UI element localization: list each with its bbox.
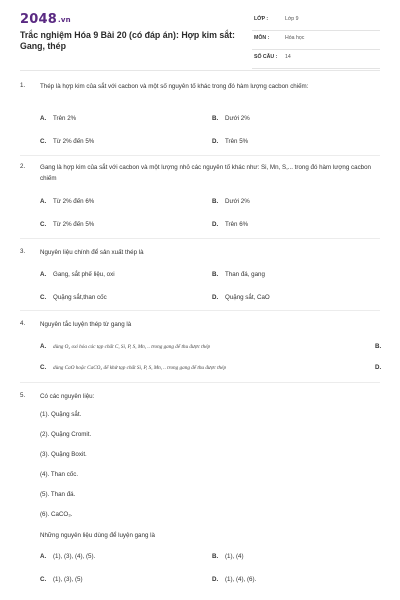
option-letter: C. bbox=[40, 294, 47, 301]
option-letter: B. bbox=[212, 271, 219, 278]
option-text: (1), (3), (5) bbox=[53, 576, 83, 583]
question-number: 4. bbox=[20, 320, 26, 327]
header-divider bbox=[20, 70, 380, 71]
option-d[interactable] bbox=[212, 294, 270, 301]
option-text: Gang, sắt phế liệu, oxi bbox=[53, 271, 115, 278]
option-text: (1), (4), (6). bbox=[225, 576, 257, 583]
option-a[interactable] bbox=[40, 553, 95, 560]
option-a[interactable] bbox=[40, 271, 115, 278]
option-b[interactable] bbox=[212, 198, 250, 205]
question-number: 1. bbox=[20, 82, 26, 89]
option-b[interactable] bbox=[212, 271, 265, 278]
question-divider bbox=[20, 310, 380, 311]
option-text: Trên 6% bbox=[225, 221, 249, 228]
option-text: dùng O₂ oxi hóa các tạp chất C, Si, P, S, Mn, .. trong gang để thu được thép bbox=[53, 344, 211, 350]
list-item: (6). CaCO₃. bbox=[40, 511, 73, 518]
option-letter: D. bbox=[212, 138, 219, 145]
question-text: Gang là hợp kim của sắt với cacbon và một lượng nhỏ các nguyên tố khác như: Si, Mn, S,... trong đó hàm lượng cacbon chiếm bbox=[40, 164, 371, 182]
page-header bbox=[0, 0, 400, 72]
option-text: Dưới 2% bbox=[225, 198, 250, 205]
list-item: (4). Than cốc. bbox=[40, 471, 79, 478]
question-divider bbox=[20, 238, 380, 239]
meta-key: SỐ CÂU : bbox=[254, 54, 278, 60]
option-c[interactable] bbox=[40, 364, 226, 371]
option-a[interactable] bbox=[40, 115, 76, 122]
option-text: Quặng sắt,than cốc bbox=[53, 294, 107, 301]
option-c[interactable] bbox=[40, 294, 107, 301]
question-number: 5. bbox=[20, 392, 26, 399]
option-b[interactable] bbox=[212, 115, 250, 122]
meta-row-subject bbox=[252, 31, 380, 50]
meta-value: Lớp 9 bbox=[285, 16, 299, 22]
option-letter: A. bbox=[40, 198, 47, 205]
option-letter: D. bbox=[212, 221, 219, 228]
option-letter: C. bbox=[40, 576, 47, 583]
question-number: 3. bbox=[20, 248, 26, 255]
meta-key: MÔN : bbox=[254, 35, 270, 41]
list-item: (1). Quặng sắt. bbox=[40, 411, 82, 418]
option-text: Trên 2% bbox=[53, 115, 77, 122]
option-b-label[interactable]: B. bbox=[375, 343, 382, 350]
option-c[interactable] bbox=[40, 221, 94, 228]
option-letter: B. bbox=[212, 115, 219, 122]
question-text: Có các nguyên liệu: bbox=[40, 393, 95, 400]
question-divider bbox=[20, 155, 380, 156]
option-c[interactable] bbox=[40, 138, 94, 145]
question-number: 2. bbox=[20, 163, 26, 170]
site-logo[interactable] bbox=[20, 12, 71, 27]
option-d[interactable] bbox=[212, 221, 248, 228]
list-item: (3). Quặng Boxit. bbox=[40, 451, 87, 458]
meta-table bbox=[252, 12, 380, 69]
option-text: Từ 2% đến 5% bbox=[53, 138, 95, 145]
meta-value: Hóa học bbox=[285, 35, 305, 41]
page-title: Trắc nghiệm Hóa 9 Bài 20 (có đáp án): Hợp kim sắt: Gang, thép bbox=[20, 30, 235, 51]
option-d-label[interactable]: D. bbox=[375, 364, 382, 371]
question-text: Nguyên liệu chính để sản xuất thép là bbox=[40, 249, 144, 256]
option-letter: C. bbox=[40, 364, 47, 371]
option-text: Dưới 2% bbox=[225, 115, 250, 122]
option-letter: C. bbox=[40, 221, 47, 228]
option-letter: A. bbox=[40, 271, 47, 278]
option-letter: B. bbox=[212, 198, 219, 205]
question-divider bbox=[20, 382, 380, 383]
option-letter: B. bbox=[212, 553, 219, 560]
option-letter: D. bbox=[212, 294, 219, 301]
meta-key: LỚP : bbox=[254, 16, 269, 22]
option-a[interactable] bbox=[40, 198, 94, 205]
option-letter: C. bbox=[40, 138, 47, 145]
question-prompt: Những nguyên liệu dùng để luyện gang là bbox=[40, 532, 155, 539]
list-item: (5). Than đá. bbox=[40, 491, 76, 498]
option-letter: A. bbox=[40, 343, 47, 350]
question-text: Thép là hợp kim của sắt với cacbon và một số nguyên tố khác trong đó hàm lượng cacbon chiếm: bbox=[40, 83, 309, 90]
option-d[interactable] bbox=[212, 576, 256, 583]
option-text: Trên 5% bbox=[225, 138, 249, 145]
logo-domain: .vn bbox=[57, 15, 71, 24]
option-text: (1), (4) bbox=[225, 553, 244, 560]
option-text: Quặng sắt, CaO bbox=[225, 294, 270, 301]
option-text: Từ 2% đến 6% bbox=[53, 198, 95, 205]
question-text: Nguyên tắc luyện thép từ gang là bbox=[40, 321, 132, 328]
meta-row-question-count bbox=[252, 50, 380, 69]
option-text: (1), (3), (4), (5). bbox=[53, 553, 96, 560]
option-letter: A. bbox=[40, 553, 47, 560]
option-text: dùng CaO hoặc CaCO₃ để khử tạp chất Si, P, S, Mn, .. trong gang để thu được thép bbox=[53, 365, 227, 371]
option-text: Từ 2% đến 5% bbox=[53, 221, 95, 228]
option-text: Than đá, gang bbox=[225, 271, 265, 278]
option-c[interactable] bbox=[40, 576, 83, 583]
option-letter: A. bbox=[40, 115, 47, 122]
list-item: (2). Quặng Cromit. bbox=[40, 431, 92, 438]
logo-text: 2048 bbox=[20, 12, 57, 27]
option-d[interactable] bbox=[212, 138, 248, 145]
option-a[interactable] bbox=[40, 343, 210, 350]
meta-value: 14 bbox=[285, 54, 291, 60]
option-letter: D. bbox=[212, 576, 219, 583]
meta-row-class bbox=[252, 12, 380, 31]
option-b[interactable] bbox=[212, 553, 244, 560]
